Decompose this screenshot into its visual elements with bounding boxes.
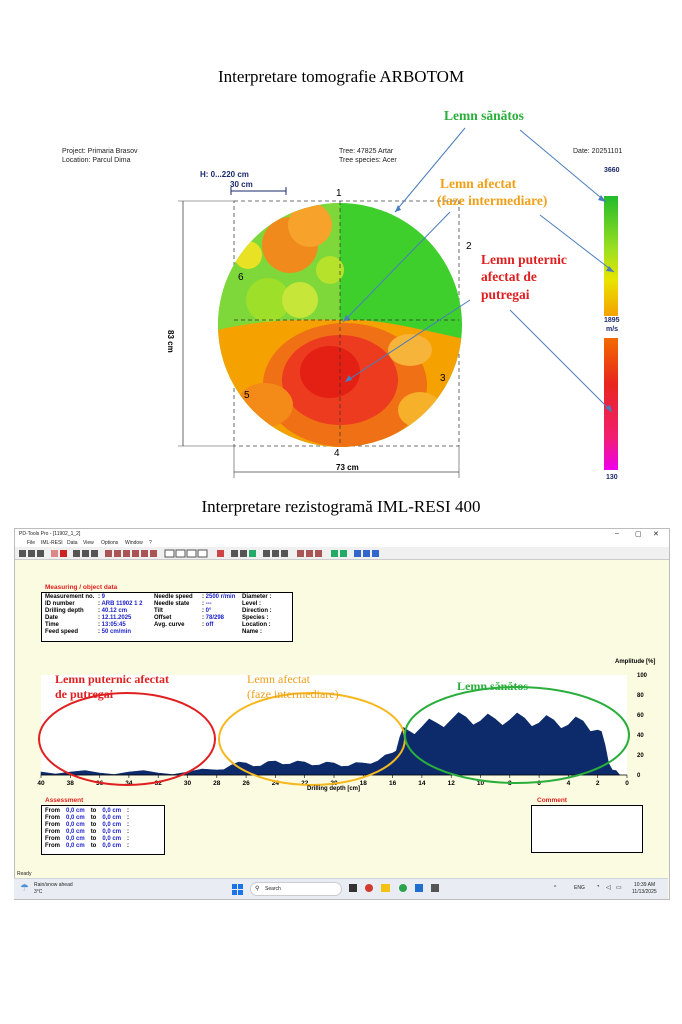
assessment-to: to bbox=[90, 822, 97, 828]
scale-bar-label: 30 cm bbox=[230, 180, 253, 189]
x-tick-label: 18 bbox=[359, 780, 367, 787]
assessment-row: From 0,0 cm to 0,0 cm : bbox=[45, 815, 130, 821]
field-label: Direction bbox=[242, 608, 269, 614]
wifi-icon[interactable]: ◔ bbox=[596, 884, 600, 890]
field-value: 40.12 cm bbox=[101, 608, 128, 614]
assessment-from-value: 0,0 cm bbox=[66, 808, 85, 814]
field-value: 13:05:45 bbox=[101, 622, 126, 628]
vertical-dimension-label: 83 cm bbox=[166, 330, 175, 353]
x-tick-label: 6 bbox=[537, 780, 541, 787]
x-axis-label: Drilling depth [cm] bbox=[307, 786, 360, 792]
menu-options[interactable]: Options bbox=[101, 540, 119, 546]
assessment-from-value: 0,0 cm bbox=[66, 836, 85, 842]
windows-start-icon[interactable] bbox=[232, 882, 243, 893]
decayed-wood-annotation-3: putregai bbox=[481, 287, 530, 302]
decayed-wood-annotation-1: Lemn puternic bbox=[481, 252, 567, 267]
folder-icon[interactable] bbox=[381, 884, 390, 892]
y-tick-label: 0 bbox=[637, 773, 641, 779]
taskbar-search-box[interactable] bbox=[250, 882, 342, 896]
assessment-to-value: 0,0 cm bbox=[102, 822, 122, 828]
app-icon[interactable] bbox=[365, 884, 373, 892]
menu-bar bbox=[15, 539, 669, 547]
location-label: Location: Parcul Dima bbox=[62, 157, 131, 164]
toolbar-icons[interactable] bbox=[15, 548, 395, 560]
zone-decayed-label-2: de putregai bbox=[55, 687, 114, 701]
weather-text-1: Rain/snow ahead bbox=[34, 882, 73, 888]
sensor-5-label: 5 bbox=[244, 390, 250, 401]
menu-window[interactable]: Window bbox=[125, 540, 143, 546]
field-label: Avg. curve bbox=[154, 622, 185, 628]
volume-icon[interactable]: ◁ bbox=[606, 885, 611, 891]
tree-label: Tree: 47825 Artar bbox=[339, 148, 394, 155]
assessment-to-value: 0,0 cm bbox=[102, 815, 122, 821]
assessment-to-value: 0,0 cm bbox=[102, 843, 122, 849]
resistograph-title: Interpretare rezistogramă IML-RESI 400 bbox=[201, 497, 481, 516]
x-tick-label: 12 bbox=[447, 780, 455, 787]
field-label: Offset bbox=[154, 615, 172, 621]
assessment-row: From 0,0 cm to 0,0 cm : bbox=[45, 808, 130, 814]
assessment-to-value: 0,0 cm bbox=[102, 808, 122, 814]
assessment-row: From 0,0 cm to 0,0 cm : bbox=[45, 822, 130, 828]
height-label: H: 0...220 cm bbox=[200, 170, 249, 179]
close-button[interactable]: ✕ bbox=[653, 531, 659, 538]
healthy-wood-annotation: Lemn sănătos bbox=[444, 108, 524, 123]
field-value: --- bbox=[205, 601, 212, 607]
clock-time[interactable]: 10:39 AM bbox=[634, 882, 656, 888]
y-tick-label: 60 bbox=[637, 713, 644, 719]
field-value: 12.11.2025 bbox=[101, 615, 132, 621]
x-tick-label: 40 bbox=[37, 780, 45, 787]
status-bar-text: Ready bbox=[17, 871, 32, 877]
y-tick-label: 20 bbox=[637, 753, 644, 759]
assessment-from: From bbox=[45, 808, 60, 814]
zone-intermediate-label-2: (faze intermediare) bbox=[247, 687, 339, 701]
scale-mid-label: 1895 bbox=[604, 317, 620, 324]
x-tick-label: 20 bbox=[330, 780, 338, 787]
field-value: 50 cm/min bbox=[101, 629, 132, 635]
field-label: Location bbox=[242, 622, 267, 628]
language-indicator[interactable]: ENG bbox=[574, 885, 585, 891]
assessment-from-value: 0,0 cm bbox=[66, 829, 85, 835]
assessment-from: From bbox=[45, 815, 60, 821]
menu-iml-resi[interactable]: IML-RESI bbox=[41, 540, 63, 546]
assessment-to: to bbox=[90, 808, 97, 814]
x-tick-label: 10 bbox=[476, 780, 485, 787]
clock-date[interactable]: 11/13/2025 bbox=[632, 889, 657, 895]
field-label: Diameter bbox=[242, 594, 268, 600]
assessment-from: From bbox=[45, 822, 60, 828]
field-value: off bbox=[205, 622, 214, 628]
field-label: ID number bbox=[45, 601, 75, 607]
task-view-icon[interactable] bbox=[349, 884, 357, 892]
field-value: 9 bbox=[101, 594, 106, 600]
window-title: PD-Tools Pro - [11902_1_2] bbox=[19, 531, 81, 537]
sensor-3-label: 3 bbox=[440, 373, 446, 384]
x-tick-label: 32 bbox=[154, 780, 162, 787]
assessment-from-value: 0,0 cm bbox=[66, 843, 85, 849]
assessment-from: From bbox=[45, 836, 60, 842]
x-tick-label: 14 bbox=[418, 780, 426, 787]
sensor-2-label: 2 bbox=[466, 241, 472, 252]
x-tick-label: 4 bbox=[566, 780, 571, 787]
zone-intermediate-label-1: Lemn afectat bbox=[247, 672, 310, 686]
y-tick-label: 100 bbox=[637, 673, 648, 679]
field-value: ARB 11902 1 2 bbox=[101, 601, 143, 607]
zone-healthy-label: Lemn sănătos bbox=[457, 679, 529, 693]
menu-data[interactable]: Data bbox=[67, 540, 78, 546]
search-icon: ⚲ bbox=[255, 886, 260, 892]
field-label: Time bbox=[45, 622, 59, 628]
x-tick-label: 24 bbox=[271, 780, 280, 787]
windows-taskbar bbox=[14, 878, 668, 899]
menu-help[interactable]: ? bbox=[149, 540, 152, 546]
field-label: Date bbox=[45, 615, 59, 621]
field-value: 78/298 bbox=[205, 615, 225, 621]
field-label: Measurement no. bbox=[45, 594, 95, 600]
menu-view[interactable]: View bbox=[83, 540, 94, 546]
sensor-6-label: 6 bbox=[238, 272, 244, 283]
assessment-from: From bbox=[45, 829, 60, 835]
horizontal-dimension-label: 73 cm bbox=[336, 463, 359, 472]
project-label: Project: Primaria Brasov bbox=[62, 148, 138, 155]
x-tick-label: 22 bbox=[301, 780, 309, 787]
field-label: Name bbox=[242, 629, 259, 635]
search-placeholder: Search bbox=[265, 886, 281, 892]
x-tick-label: 36 bbox=[95, 780, 104, 787]
assessment-to: to bbox=[90, 843, 97, 849]
minimize-button[interactable]: – bbox=[615, 530, 619, 537]
velocity-scale-lower bbox=[604, 338, 618, 470]
window-titlebar bbox=[15, 529, 669, 539]
assessment-to: to bbox=[90, 829, 97, 835]
x-tick-label: 26 bbox=[242, 780, 250, 787]
pd-tools-icon[interactable] bbox=[431, 884, 439, 892]
comment-title: Comment bbox=[537, 797, 567, 804]
scale-min-label: 130 bbox=[606, 474, 618, 481]
amplitude-axis-label: Amplitude [%] bbox=[615, 659, 656, 665]
comment-box[interactable] bbox=[531, 805, 643, 853]
assessment-from-value: 0,0 cm bbox=[66, 822, 85, 828]
date-label: Date: 20251101 bbox=[573, 148, 623, 155]
weather-text-2: 3°C bbox=[34, 889, 43, 895]
assessment-row: From 0,0 cm to 0,0 cm : bbox=[45, 843, 130, 849]
decayed-wood-annotation-2: afectat de bbox=[481, 269, 537, 284]
x-tick-label: 0 bbox=[625, 780, 629, 787]
scale-max-label: 3660 bbox=[604, 167, 620, 174]
assessment-to: to bbox=[90, 815, 97, 821]
browser-icon[interactable] bbox=[399, 884, 407, 892]
x-tick-label: 38 bbox=[66, 780, 74, 787]
x-tick-label: 2 bbox=[595, 780, 600, 787]
assessment-from: From bbox=[45, 843, 60, 849]
pd-tools-window bbox=[14, 528, 670, 900]
zone-decayed-label-1: Lemn puternic afectat bbox=[55, 672, 169, 686]
sensor-4-label: 4 bbox=[334, 448, 340, 459]
measuring-data-title: Measuring / object data bbox=[45, 584, 118, 591]
tomogram-drawing bbox=[0, 0, 682, 500]
assessment-to: to bbox=[90, 836, 97, 842]
tomography-title: Interpretare tomografie ARBOTOM bbox=[217, 67, 465, 86]
field-label: Tilt bbox=[154, 608, 163, 614]
assessment-box bbox=[41, 805, 165, 855]
x-tick-label: 8 bbox=[507, 780, 512, 787]
scale-unit-label: m/s bbox=[606, 326, 619, 333]
assessment-row: From 0,0 cm to 0,0 cm : bbox=[45, 829, 130, 835]
field-label: Feed speed bbox=[45, 629, 79, 635]
x-tick-label: 28 bbox=[213, 780, 221, 787]
field-label: Species bbox=[242, 615, 265, 621]
maximize-button[interactable]: ▢ bbox=[635, 531, 642, 538]
x-tick-label: 16 bbox=[388, 780, 397, 787]
assessment-row: From 0,0 cm to 0,0 cm : bbox=[45, 836, 130, 842]
store-icon[interactable] bbox=[415, 884, 423, 892]
assessment-from-value: 0,0 cm bbox=[66, 815, 85, 821]
assessment-title: Assessment bbox=[45, 797, 84, 804]
field-label: Needle speed bbox=[154, 594, 193, 600]
y-tick-label: 80 bbox=[637, 693, 644, 699]
field-label: Needle state bbox=[154, 601, 190, 607]
sensor-1-label: 1 bbox=[336, 188, 342, 199]
x-tick-label: 30 bbox=[183, 780, 192, 787]
battery-icon[interactable]: ▭ bbox=[616, 885, 622, 891]
velocity-scale-upper bbox=[604, 196, 618, 316]
measuring-data-box: Measurement no. ID number Drilling depth Date Time Feed speed : 9 : ARB 11902 1 2 : 40.12 cm : 12.11.2025 : 13:05:45 : 50 cm/min Needle speed Needle state Tilt Offset Avg. curve : 2500 r/min : --- : 0° : 78/298 : off Diameter : Level : Direction : Species : Location : Name : bbox=[41, 592, 293, 642]
field-value: 0° bbox=[205, 608, 212, 614]
intermediate-wood-annotation-1: Lemn afectat bbox=[440, 176, 517, 191]
field-label: Drilling depth bbox=[45, 608, 84, 614]
assessment-to-value: 0,0 cm bbox=[102, 836, 122, 842]
toolbar bbox=[15, 547, 669, 560]
y-tick-label: 40 bbox=[637, 733, 644, 739]
chevron-up-icon[interactable]: ^ bbox=[554, 885, 557, 891]
intermediate-wood-annotation-2: (faze intermediare) bbox=[437, 193, 548, 208]
x-tick-label: 34 bbox=[125, 780, 133, 787]
species-label: Tree species: Acer bbox=[339, 157, 397, 164]
field-label: Level bbox=[242, 601, 258, 607]
assessment-to-value: 0,0 cm bbox=[102, 829, 122, 835]
weather-icon[interactable]: ☂ bbox=[20, 883, 29, 894]
menu-file[interactable]: File bbox=[27, 540, 36, 546]
field-value: 2500 r/min bbox=[205, 594, 236, 600]
